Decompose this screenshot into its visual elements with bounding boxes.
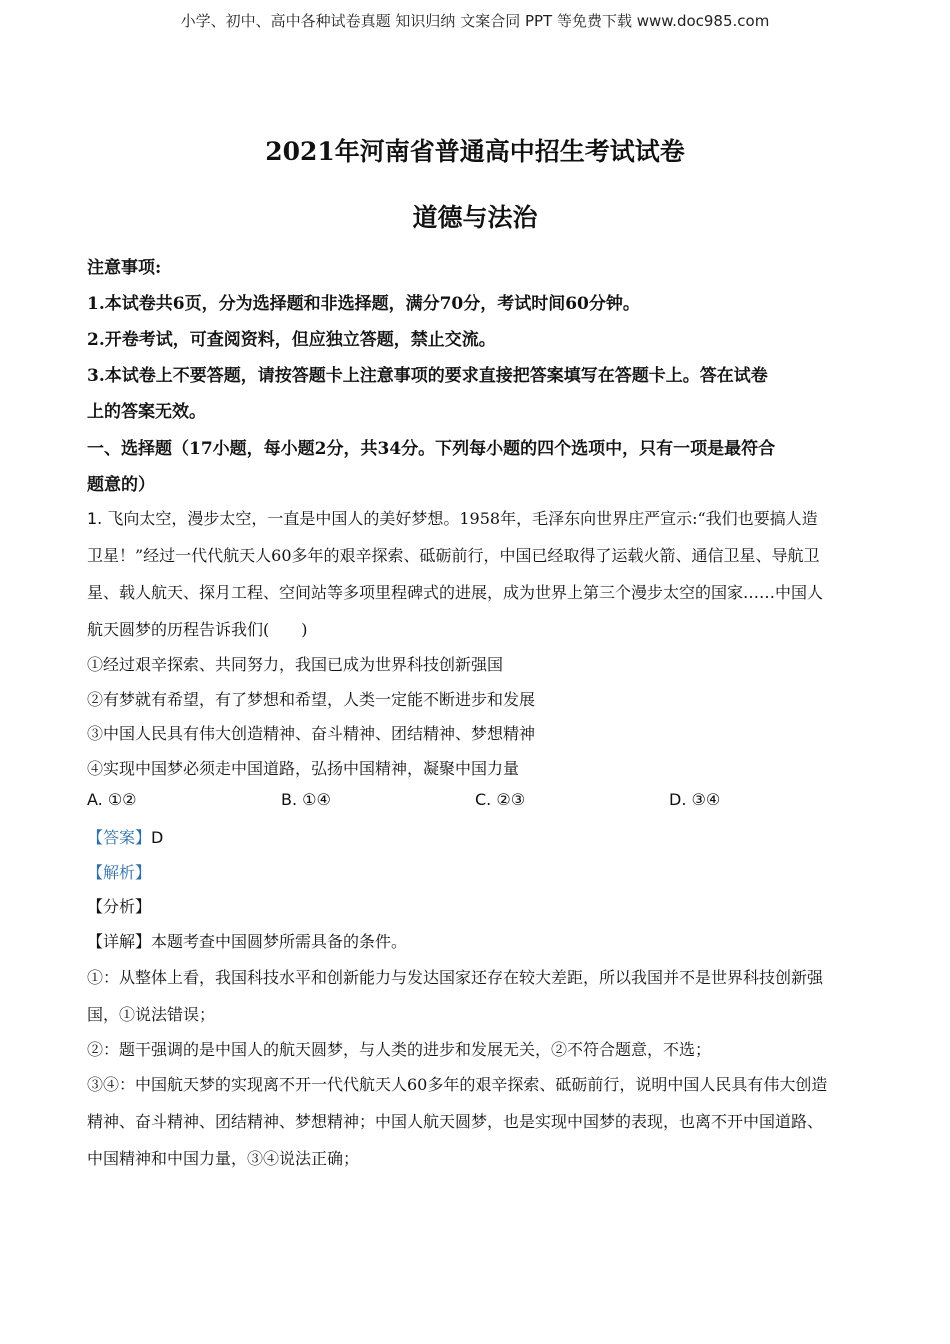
statement-3: ③中国人民具有伟大创造精神、奋斗精神、团结精神、梦想精神 [87,724,536,743]
notice-heading: 注意事项: [87,258,162,278]
explanation-2: ②：题干强调的是中国人的航天圆梦，与人类的进步和发展无关，②不符合题意，不选； [87,1040,712,1059]
explanation-1-line-2: 国，①说法错误； [87,1005,216,1024]
detail-label: 【详解】 [87,932,152,951]
notice-item-3-line-2: 上的答案无效。 [87,402,206,422]
analysis-label: 【解析】 [87,863,152,882]
explanation-3-line-3: 中国精神和中国力量，③④说法正确； [87,1149,360,1168]
page-header: 小学、初中、高中各种试卷真题 知识归纳 文案合同 PPT 等免费下载 www.doc985.com [180,12,770,30]
section-heading-line-1: 一、选择题（17小题，每小题2分，共34分。下列每小题的四个选项中，只有一项是最符合 [87,439,776,459]
question-number: 1. [87,509,103,528]
answer-row [87,825,867,848]
subject-title: 道德与法治 [412,203,538,232]
option-c: C. ②③ [475,790,526,809]
statement-1: ①经过艰辛探索、共同努力，我国已成为世界科技创新强国 [87,655,504,674]
explanation-1-line-1: ①：从整体上看，我国科技水平和创新能力与发达国家还存在较大差距，所以我国并不是世界科技创新强 [87,968,824,987]
notice-item-3-line-1: 3.本试卷上不要答题，请按答题卡上注意事项的要求直接把答案填写在答题卡上。答在试卷 [87,366,768,386]
option-b: B. ①④ [281,790,331,809]
exam-title: 2021年河南省普通高中招生考试试卷 [265,137,685,166]
question-1-line-1: 1. 飞向太空，漫步太空，一直是中国人的美好梦想。1958年，毛泽东向世界庄严宣示:“我们也要搞人造 [87,509,818,528]
option-d: D. ③④ [669,790,721,809]
notice-item-1: 1.本试卷共6页，分为选择题和非选择题，满分70分，考试时间60分钟。 [87,294,640,314]
question-1-line-2: 卫星！”经过一代代航天人60多年的艰辛探索、砥砺前行，中国已经取得了运载火箭、通信卫星、导航卫 [87,546,820,565]
statement-2: ②有梦就有希望，有了梦想和希望，人类一定能不断进步和发展 [87,690,536,709]
fenxi-label: 【分析】 [87,897,152,916]
section-heading-line-2: 题意的） [87,475,155,495]
question-1-line-3: 星、载人航天、探月工程、空间站等多项里程碑式的进展，成为世界上第三个漫步太空的国家……中国人 [87,583,824,602]
explanation-3-line-1: ③④：中国航天梦的实现离不开一代代航天人60多年的艰辛探索、砥砺前行，说明中国人民具有伟大创造 [87,1075,828,1094]
option-a: A. ①② [87,790,137,809]
question-1-line-4: 航天圆梦的历程告诉我们( ) [87,620,308,639]
statement-4: ④实现中国梦必须走中国道路，弘扬中国精神，凝聚中国力量 [87,759,520,778]
notice-item-2: 2.开卷考试，可查阅资料，但应独立答题，禁止交流。 [87,330,496,350]
detail-row: 【详解】本题考查中国圆梦所需具备的条件。 [87,932,408,951]
answer-value: D [151,828,164,847]
answer-label: 【答案】 [87,828,152,847]
explanation-3-line-2: 精神、奋斗精神、团结精神、梦想精神；中国人航天圆梦，也是实现中国梦的表现，也离不开中国道路、 [87,1112,824,1131]
